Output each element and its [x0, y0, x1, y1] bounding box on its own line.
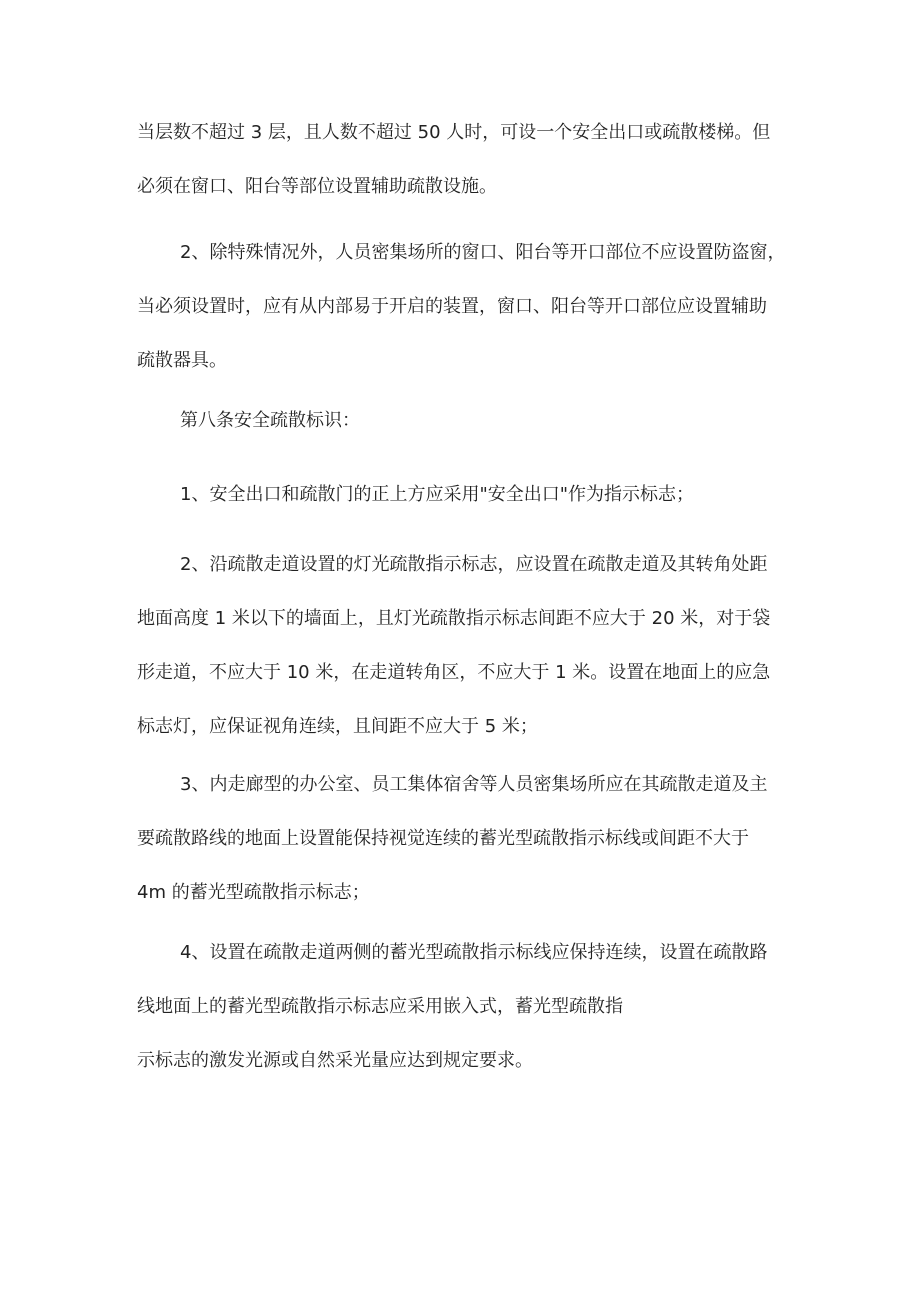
text-line: 4m 的蓄光型疏散指示标志； — [137, 882, 370, 903]
text-line: 4、设置在疏散走道两侧的蓄光型疏散指示标线应保持连续，设置在疏散路 — [180, 942, 768, 963]
article-heading — [137, 394, 797, 448]
text-line: 疏散器具。 — [137, 350, 227, 371]
paragraph-anti-theft-window — [137, 226, 797, 388]
text-line: 当层数不超过 3 层，且人数不超过 50 人时，可设一个安全出口或疏散楼梯。但 — [137, 122, 771, 143]
text-line: 地面高度 1 米以下的墙面上，且灯光疏散指示标志间距不应大于 20 米，对于袋 — [137, 608, 771, 629]
text-line: 示标志的激发光源或自然采光量应达到规定要求。 — [137, 1050, 533, 1071]
paragraph-item-4 — [137, 926, 797, 1088]
text-line: 标志灯，应保证视角连续，且间距不应大于 5 米； — [137, 716, 538, 737]
text-line: 线地面上的蓄光型疏散指示标志应采用嵌入式，蓄光型疏散指 — [137, 996, 623, 1017]
paragraph-item-2 — [137, 538, 797, 754]
paragraph-item-3 — [137, 758, 797, 920]
text-line: 3、内走廊型的办公室、员工集体宿舍等人员密集场所应在其疏散走道及主 — [180, 774, 768, 795]
text-line: 2、沿疏散走道设置的灯光疏散指示标志，应设置在疏散走道及其转角处距 — [180, 554, 768, 575]
text-line: 形走道，不应大于 10 米，在走道转角区，不应大于 1 米。设置在地面上的应急 — [137, 662, 771, 683]
paragraph-exit-count — [137, 106, 797, 214]
text-line: 必须在窗口、阳台等部位设置辅助疏散设施。 — [137, 176, 497, 197]
paragraph-item-1 — [137, 468, 797, 522]
text-line: 1、安全出口和疏散门的正上方应采用"安全出口"作为指示标志； — [180, 484, 695, 505]
text-line: 要疏散路线的地面上设置能保持视觉连续的蓄光型疏散指示标线或间距不大于 — [137, 828, 749, 849]
text-line: 2、除特殊情况外，人员密集场所的窗口、阳台等开口部位不应设置防盗窗， — [180, 242, 786, 263]
text-line: 当必须设置时，应有从内部易于开启的装置，窗口、阳台等开口部位应设置辅助 — [137, 296, 767, 317]
text-line: 第八条安全疏散标识： — [180, 410, 360, 431]
